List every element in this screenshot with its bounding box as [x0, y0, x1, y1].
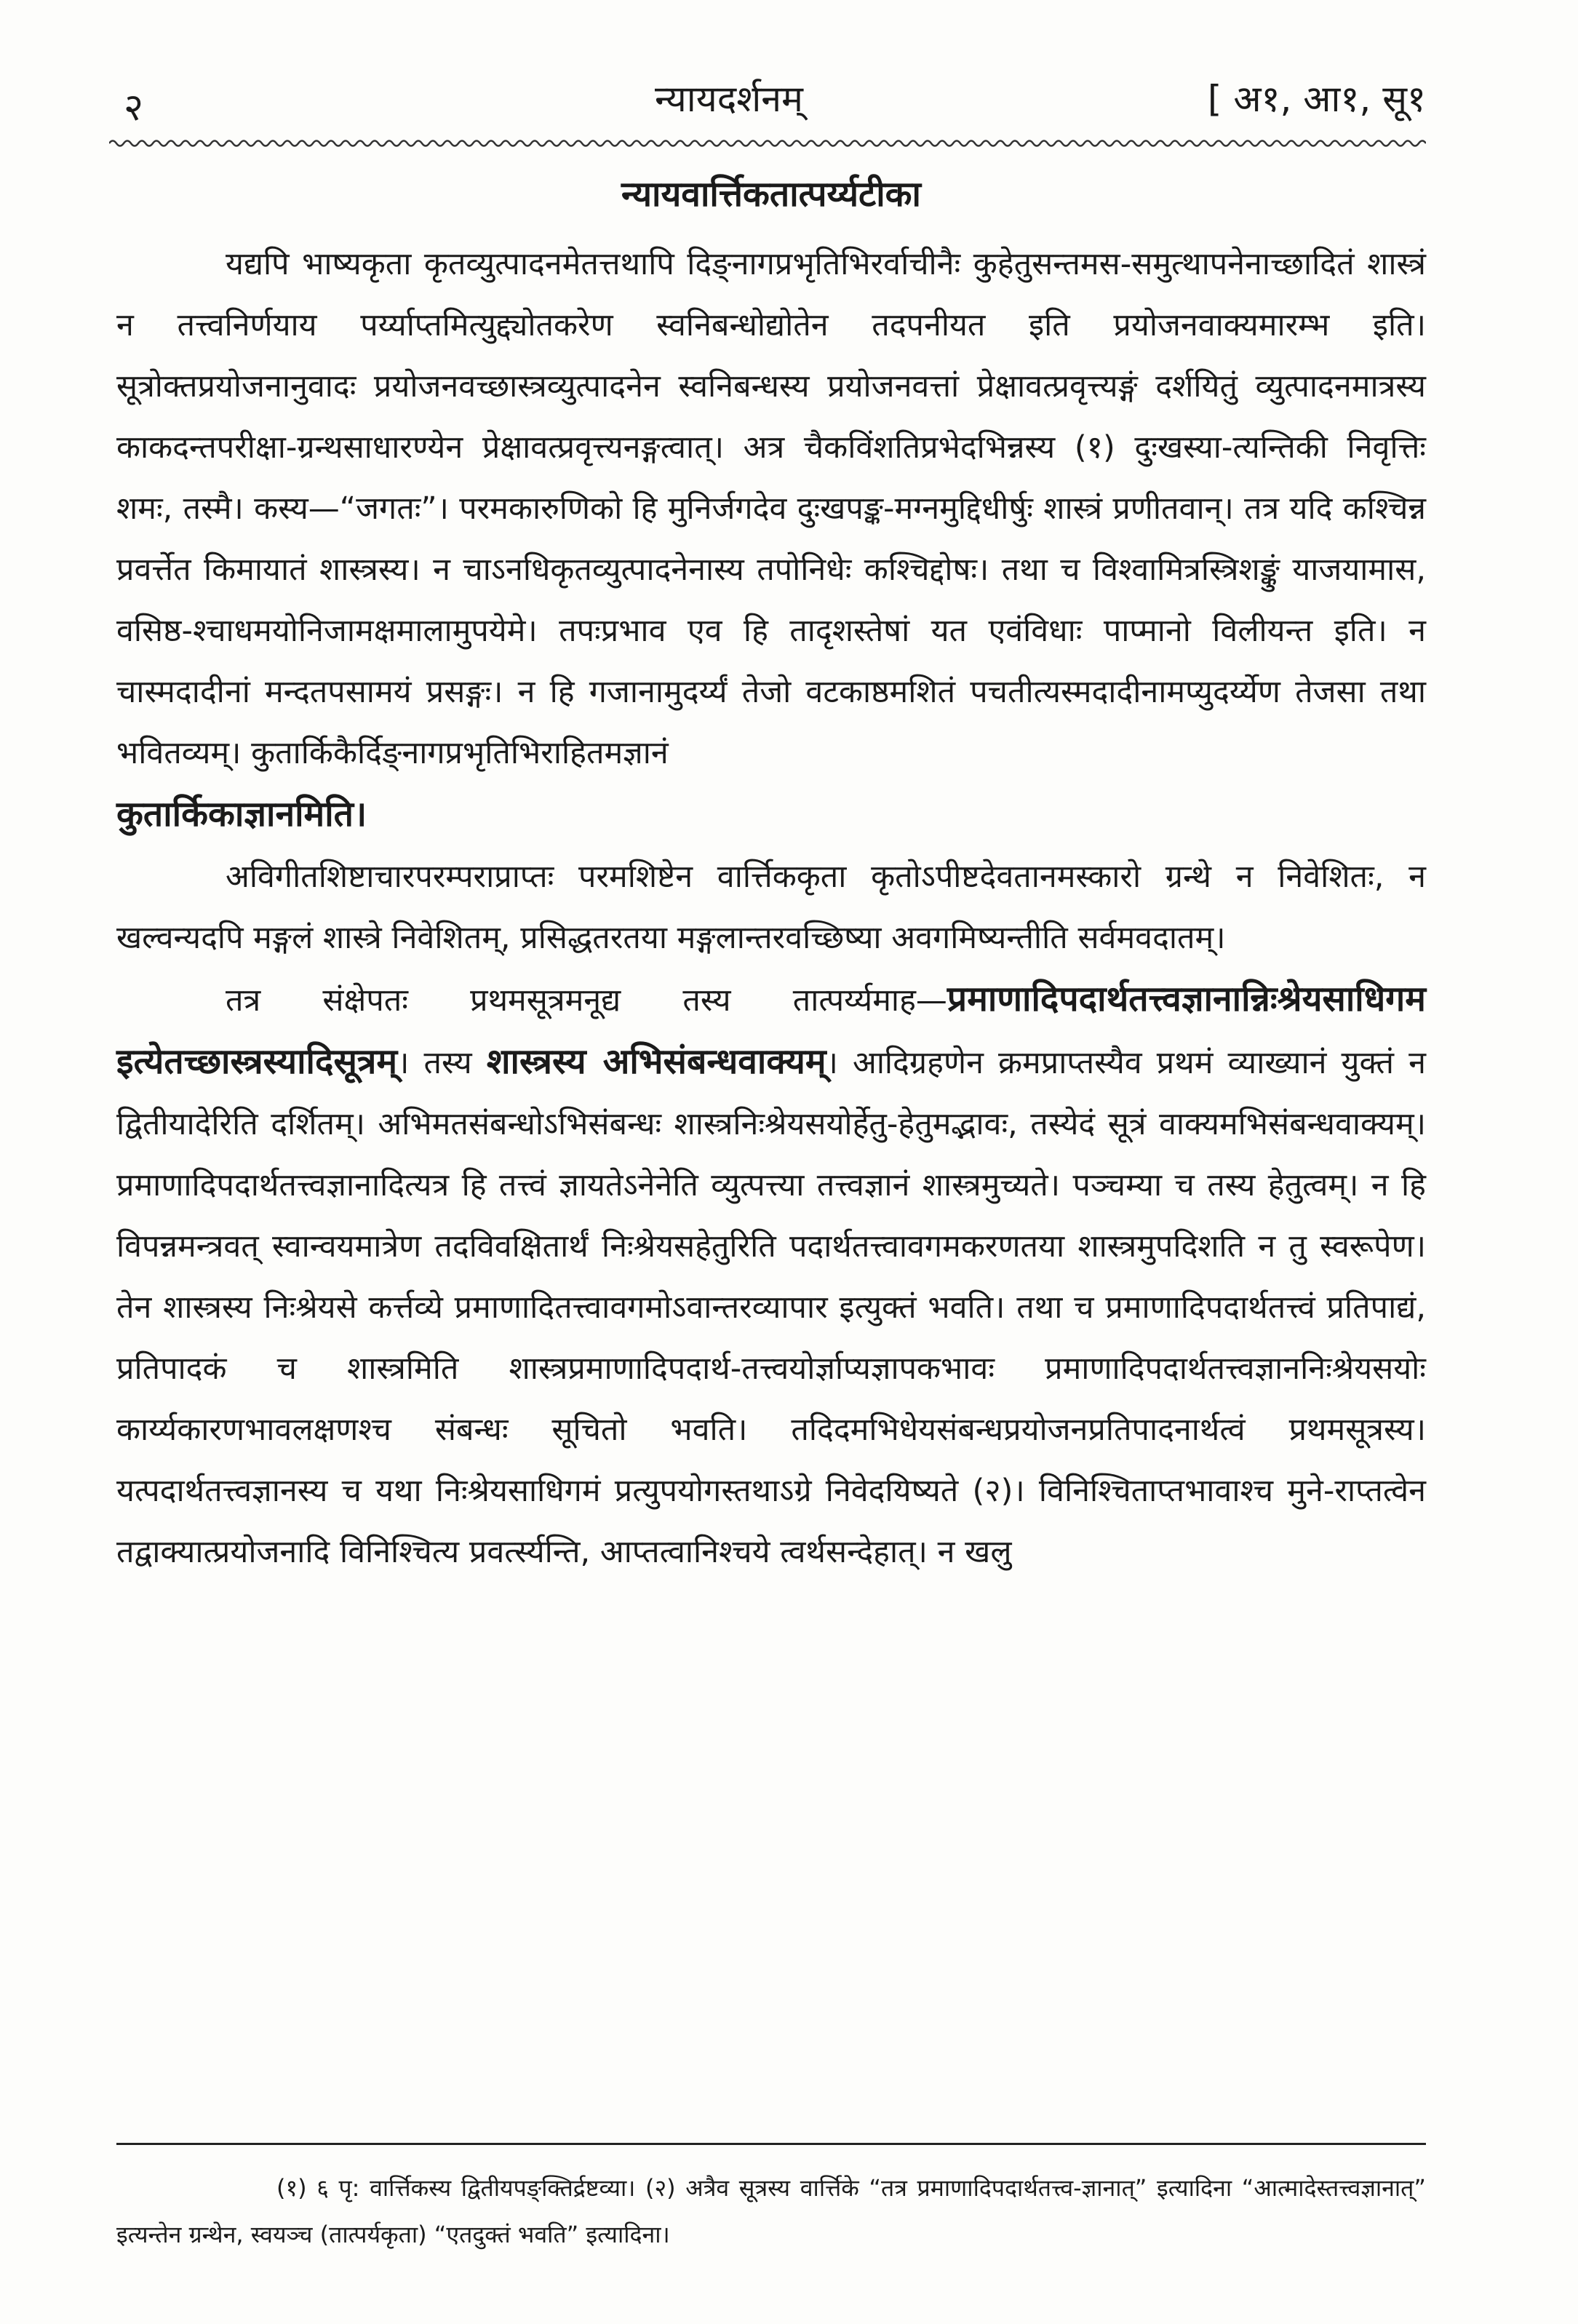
- main-text: [116, 164, 1426, 1583]
- paragraph-3: [116, 968, 1426, 1583]
- paragraph-1-end: [116, 784, 1426, 846]
- paragraph-2: अविगीतशिष्टाचारपरम्पराप्राप्तः परमशिष्टेन वार्त्तिककृता कृतोऽपीष्टदेवतानमस्कारो ग्रन्थे न निवेशितः, न खल्वन्यदपि मङ्गलं शास्त्रे निवेशितम्, प्रसिद्धतरतया मङ्गलान्तरवच्छिष्या अवगमिष्यन्तीति सर्वमवदातम्।: [116, 859, 1426, 956]
- paragraph-1: यद्यपि भाष्यकृता कृतव्युत्पादनमेतत्तथापि दिङ्नागप्रभृतिभिरर्वाचीनैः कुहेतुसन्तमस-समुत्थापनेनाच्छादितं शास्त्रं न तत्त्वनिर्णयाय पर्य्याप्तमित्युद्द्योतकरेण स्वनिबन्धोद्योतेन तदपनीयत इति प्रयोजनवाक्यमारम्भ इति। सूत्रोक्तप्रयोजनानुवादः प्रयोजनवच्छास्त्रव्युत्पादनेन स्वनिबन्धस्य प्रयोजनवत्तां प्रेक्षावत्प्रवृत्त्यङ्गं दर्शयितुं व्युत्पादनमात्रस्य काकदन्तपरीक्षा-ग्रन्थसाधारण्येन प्रेक्षावत्प्रवृत्त्यनङ्गत्वात्। अत्र चैकविंशतिप्रभेदभिन्नस्य (१) दुःखस्या-त्यन्तिकी निवृत्तिः शमः, तस्मै। कस्य—“जगतः”। परमकारुणिको हि मुनिर्जगदेव दुःखपङ्क-मग्नमुद्दिधीर्षुः शास्त्रं प्रणीतवान्। तत्र यदि कश्चिन्न प्रवर्त्तेत किमायातं शास्त्रस्य। न चाऽनधिकृतव्युत्पादनेनास्य तपोनिधेः कश्चिद्दोषः। तथा च विश्वामित्रस्त्रिशङ्कुं याजयामास, वसिष्ठ-श्चाधमयोनिजामक्षमालामुपयेमे। तपःप्रभाव एव हि तादृशस्तेषां यत एवंविधाः पाप्मानो विलीयन्त इति। न चास्मदादीनां मन्दतपसामयं प्रसङ्गः। न हि गजानामुदर्य्यं तेजो वटकाष्ठमशितं पचतीत्यस्मदादीनामप्युदर्य्येण तेजसा तथा भवितव्यम्। कुतार्किकैर्दिङ्नागप्रभृतिभिराहितमज्ञानं: [116, 246, 1426, 771]
- page-number: २: [124, 86, 144, 130]
- footnotes: (१) ६ पृ: वार्त्तिकस्य द्वितीयपङ्क्तिर्द्रष्टव्या। (२) अत्रैव सूत्रस्य वार्त्तिके “तत्र प्रमाणादिपदार्थतत्त्व-ज्ञानात्” इत्यादिना “आत्मादेस्तत्त्वज्ञानात्” इत्यन्तेन ग्रन्थेन, स्वयञ्च (तात्पर्यकृता) “एतदुक्तं भवति” इत्यादिना।: [116, 2174, 1426, 2248]
- paragraph-3-bold-1: प्रमाणादिपदार्थतत्त्वज्ञानान्निःश्रेयसाधिगम इत्येतच्छास्त्रस्यादिसूत्रम्: [116, 979, 1426, 1082]
- section-title: न्यायवार्त्तिकतात्पर्य्यटीका: [621, 174, 921, 215]
- header-wavy-rule: [109, 138, 1426, 148]
- page-header: [109, 65, 1426, 130]
- footnote-divider: [116, 2143, 1426, 2145]
- paragraph-1-end-text: कुतार्किकाज्ञानमिति।: [116, 794, 367, 835]
- paragraph-3-bold-2: शास्त्रस्य अभिसंबन्धवाक्यम्: [486, 1041, 826, 1082]
- section-reference: [ अ१, आ१, सू१: [1207, 78, 1426, 120]
- paragraph-3-start: तत्र संक्षेपतः प्रथमसूत्रमनूद्य तस्य तात्पर्य्यमाह—: [226, 982, 947, 1019]
- running-title: न्यायदर्शनम्: [655, 78, 803, 120]
- paragraph-3-mid: । तस्य: [397, 1045, 487, 1081]
- paragraph-3-rest: । आदिग्रहणेन क्रमप्राप्तस्यैव प्रथमं व्याख्यानं युक्तं न द्वितीयादेरिति दर्शितम्। अभिमतसंबन्धोऽभिसंबन्धः शास्त्रनिःश्रेयसयोर्हेतु-हेतुमद्भावः, तस्येदं सूत्रं वाक्यमभिसंबन्धवाक्यम्। प्रमाणादिपदार्थतत्त्वज्ञानादित्यत्र हि तत्त्वं ज्ञायतेऽनेनेति व्युत्पत्त्या तत्त्वज्ञानं शास्त्रमुच्यते। पञ्चम्या च तस्य हेतुत्वम्। न हि विपन्नमन्त्रवत् स्वान्वयमात्रेण तदविवक्षितार्थं निःश्रेयसहेतुरिति पदार्थतत्त्वावगमकरणतया शास्त्रमुपदिशति न तु स्वरूपेण। तेन शास्त्रस्य निःश्रेयसे कर्त्तव्ये प्रमाणादितत्त्वावगमोऽवान्तरव्यापार इत्युक्तं भवति। तथा च प्रमाणादिपदार्थतत्त्वं प्रतिपाद्यं, प्रतिपादकं च शास्त्रमिति शास्त्रप्रमाणादिपदार्थ-तत्त्वयोर्ज्ञाप्यज्ञापकभावः प्रमाणादिपदार्थतत्त्वज्ञाननिःश्रेयसयोः कार्य्यकारणभावलक्षणश्च संबन्धः सूचितो भवति। तदिदमभिधेयसंबन्धप्रयोजनप्रतिपादनार्थत्वं प्रथमसूत्रस्य। यत्पदार्थतत्त्वज्ञानस्य च यथा निःश्रेयसाधिगमं प्रत्युपयोगस्तथाऽग्रे निवेदयिष्यते (२)। विनिश्चिताप्तभावाश्च मुने-राप्तत्वेन तद्वाक्यात्प्रयोजनादि विनिश्चित्य प्रवर्त्स्यन्ति, आप्तत्वानिश्चये त्वर्थसन्देहात्। न खलु: [116, 1045, 1427, 1570]
